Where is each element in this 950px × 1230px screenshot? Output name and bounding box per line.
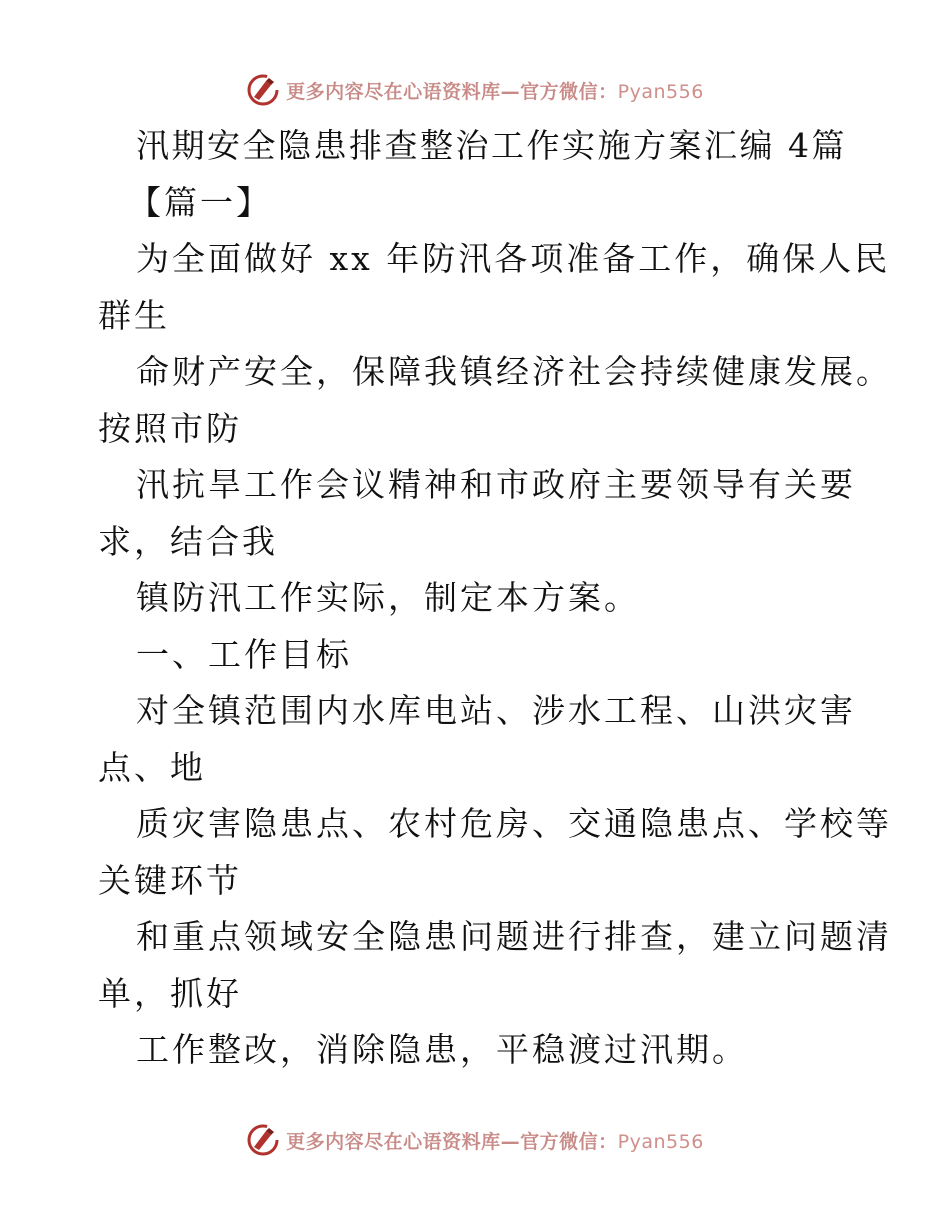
- text-line: 群生: [98, 295, 170, 335]
- text-line: 为全面做好 xx 年防汛各项准备工作，确保人民: [136, 239, 891, 278]
- text-line: 质灾害隐患点、农村危房、交通隐患点、学校等: [136, 804, 892, 843]
- text-line: 工作整改，消除隐患，平稳渡过汛期。: [136, 1030, 748, 1069]
- text-line: 关键环节: [98, 860, 242, 900]
- text-line: 按照市防: [98, 408, 242, 448]
- watermark-text: 更多内容尽在心语资料库—官方微信：Pyan556: [286, 1130, 704, 1153]
- text-line: 求，结合我: [98, 521, 278, 561]
- document-title: 汛期安全隐患排查整治工作实施方案汇编 4篇: [136, 126, 847, 165]
- text-line: 点、地: [98, 747, 206, 787]
- text-line: 对全镇范围内水库电站、涉水工程、山洪灾害: [136, 691, 856, 730]
- text-line: 汛抗旱工作会议精神和市政府主要领导有关要: [136, 465, 856, 504]
- watermark-logo-icon: [246, 1123, 280, 1157]
- document-body: [98, 118, 892, 1079]
- watermark-logo-icon: [246, 73, 280, 107]
- text-line: 镇防汛工作实际，制定本方案。: [136, 578, 640, 617]
- text-line: 一、工作目标: [136, 634, 352, 674]
- text-line: 单，抓好: [98, 973, 242, 1013]
- text-line: 和重点领域安全隐患问题进行排查，建立问题清: [136, 917, 892, 956]
- watermark-text: 更多内容尽在心语资料库—官方微信：Pyan556: [286, 80, 704, 103]
- text-line: 命财产安全，保障我镇经济社会持续健康发展。: [136, 352, 892, 391]
- watermark-bottom: [0, 1120, 950, 1160]
- section-heading: 【篇一】: [128, 182, 272, 222]
- paragraph-lines: [98, 231, 892, 1079]
- watermark-top: [0, 70, 950, 110]
